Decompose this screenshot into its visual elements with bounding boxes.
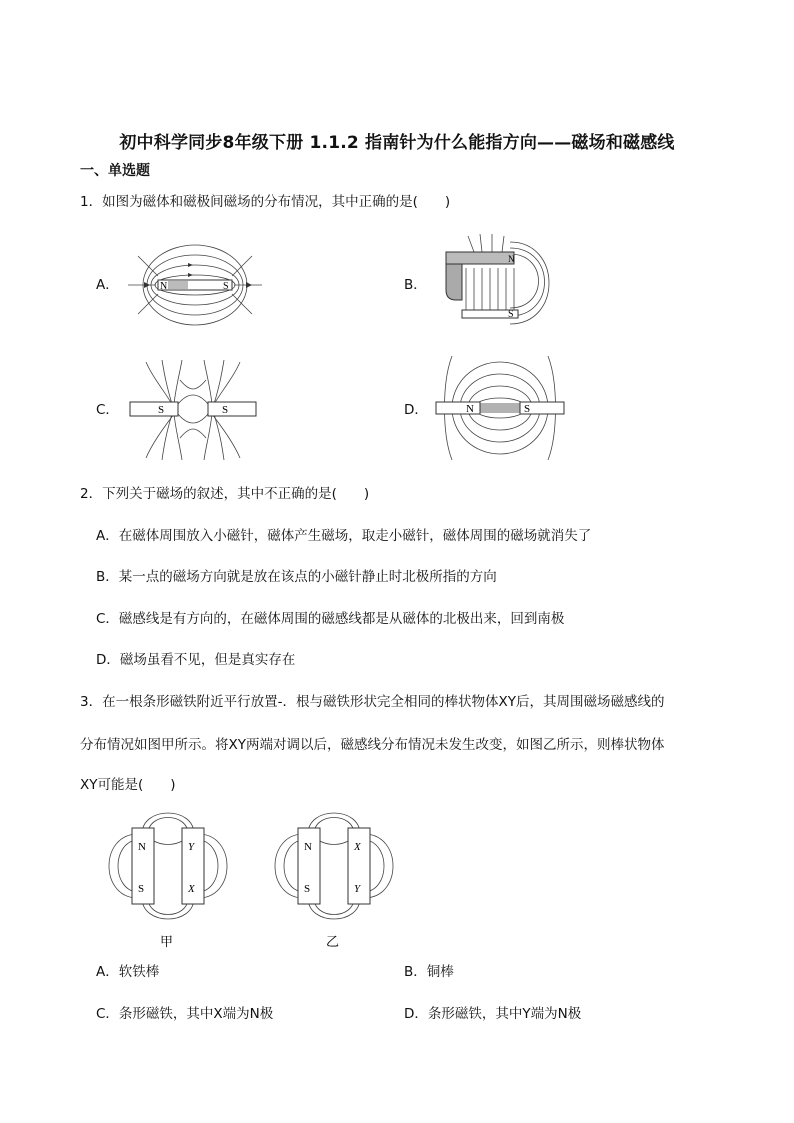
q3-yi-caption: 乙 bbox=[326, 934, 340, 949]
q1d-n-label: N bbox=[466, 403, 474, 415]
q1b-s-label: S bbox=[508, 309, 514, 320]
q1-option-d-label[interactable]: D． bbox=[404, 402, 428, 418]
q3-yi-y-label: Y bbox=[354, 883, 361, 895]
q1-figure-c bbox=[122, 358, 264, 462]
question-3-stem-line-2: 分布情况如图甲所示。将XY两端对调以后，磁感线分布情况未发生改变，如图乙所示，则棒状物体 bbox=[80, 737, 665, 753]
question-3-stem-line-1: 3．在一根条形磁铁附近平行放置-．根与磁铁形状完全相同的棒状物体XY后，其周围磁场磁感线的 bbox=[80, 694, 665, 710]
q3-jia-s-label: S bbox=[138, 883, 145, 895]
q1c-s2-label: S bbox=[222, 404, 229, 416]
q1a-n-label: N bbox=[160, 281, 168, 292]
q1-figure-a bbox=[128, 236, 262, 334]
q3-jia-caption: 甲 bbox=[160, 934, 174, 949]
q1a-s-label: S bbox=[223, 281, 229, 292]
question-2-stem: 2．下列关于磁场的叙述，其中不正确的是( ) bbox=[80, 486, 370, 502]
q3-jia-x-label: X bbox=[188, 883, 195, 895]
q3-option-d[interactable]: D．条形磁铁，其中Y端为N极 bbox=[404, 1006, 582, 1022]
q3-option-b[interactable]: B．铜棒 bbox=[404, 964, 454, 980]
q1-figure-d bbox=[432, 352, 568, 464]
q1-figure-b bbox=[428, 234, 558, 330]
section-title: 一、单选题 bbox=[80, 163, 150, 179]
q1c-s1-label: S bbox=[158, 404, 165, 416]
q3-yi-s-label: S bbox=[304, 883, 311, 895]
document-title: 初中科学同步8年级下册 1.1.2 指南针为什么能指方向——磁场和磁感线 bbox=[119, 133, 675, 153]
q1b-n-label: N bbox=[508, 254, 515, 264]
q2-option-b[interactable]: B．某一点的磁场方向就是放在该点的小磁针静止时北极所指的方向 bbox=[96, 569, 497, 585]
q3-figure-jia bbox=[96, 806, 240, 950]
q3-option-c[interactable]: C．条形磁铁，其中X端为N极 bbox=[96, 1006, 274, 1022]
q3-yi-n-label: N bbox=[304, 841, 312, 853]
q1-option-b-label[interactable]: B． bbox=[404, 277, 427, 293]
q3-jia-n-label: N bbox=[138, 841, 146, 853]
q2-option-d[interactable]: D．磁场虽看不见，但是真实存在 bbox=[96, 652, 296, 668]
question-3-stem-line-3: XY可能是( ) bbox=[80, 777, 176, 793]
q2-option-a[interactable]: A．在磁体周围放入小磁针，磁体产生磁场，取走小磁针，磁体周围的磁场就消失了 bbox=[96, 528, 592, 544]
q3-yi-x-label: X bbox=[354, 841, 361, 853]
question-1-stem: 1．如图为磁体和磁极间磁场的分布情况，其中正确的是( ) bbox=[80, 194, 451, 210]
q3-jia-y-label: Y bbox=[188, 841, 195, 853]
q1d-s-label: S bbox=[524, 403, 531, 415]
q2-option-c[interactable]: C．磁感线是有方向的，在磁体周围的磁感线都是从磁体的北极出来，回到南极 bbox=[96, 611, 565, 627]
q1-option-a-label[interactable]: A． bbox=[96, 277, 119, 293]
q1-option-c-label[interactable]: C． bbox=[96, 402, 119, 418]
q3-option-a[interactable]: A．软铁棒 bbox=[96, 964, 160, 980]
q3-figure-yi bbox=[262, 806, 406, 950]
